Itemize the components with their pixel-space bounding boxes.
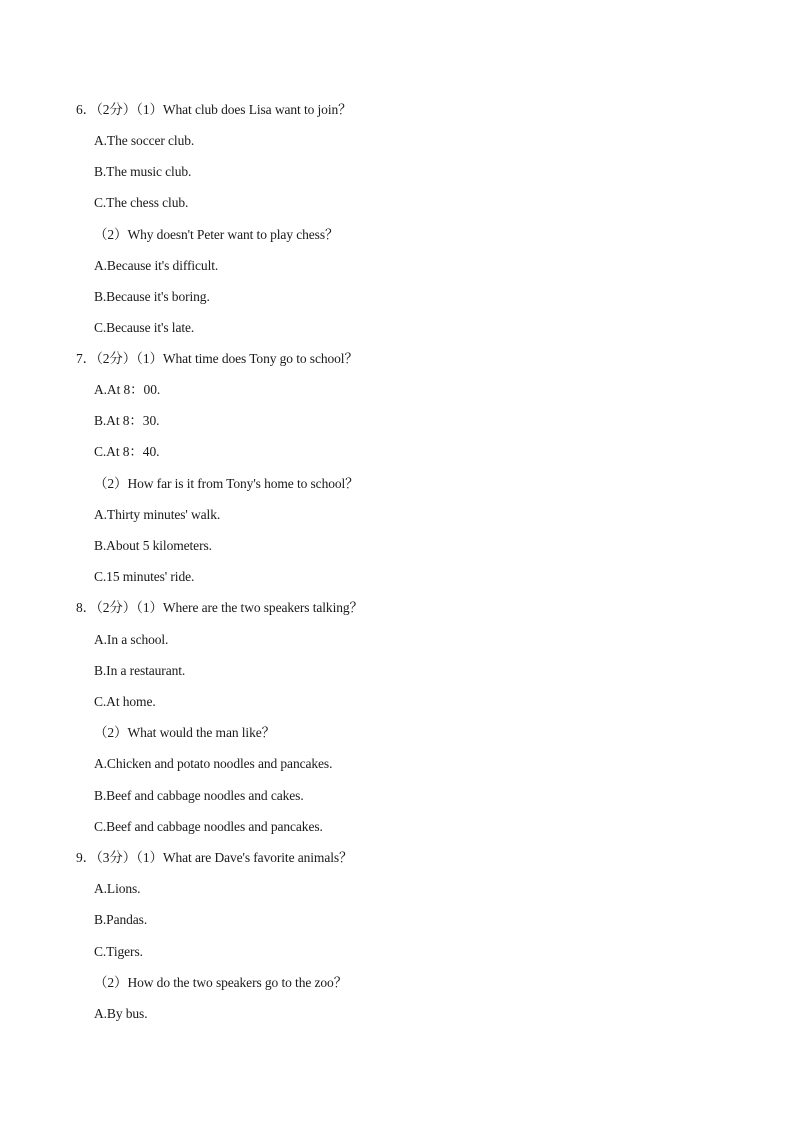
question-score: （3分） <box>96 850 137 865</box>
question-number: 8． <box>76 600 97 615</box>
question-8-header <box>76 599 363 617</box>
option-c: C.At 8：40. <box>94 444 160 459</box>
option-a: A.Chicken and potato noodles and pancakes. <box>94 756 333 771</box>
question-number: 7． <box>76 351 97 366</box>
question-9-header <box>76 849 352 867</box>
option-c: C.The chess club. <box>94 195 189 210</box>
question-7-header <box>76 350 358 368</box>
part-label: （2） <box>94 975 128 990</box>
option-c: C.15 minutes' ride. <box>94 569 195 584</box>
part-question-text: What would the man like？ <box>127 725 276 740</box>
question-score: （2分） <box>96 102 137 117</box>
option-c: C.At home. <box>94 694 156 709</box>
part-label: （1） <box>136 351 163 366</box>
option-c: C.Beef and cabbage noodles and pancakes. <box>94 819 323 834</box>
question-6-header <box>76 101 352 119</box>
option-c: C.Tigers. <box>94 944 143 959</box>
part-label: （1） <box>136 102 163 117</box>
question-score: （2分） <box>96 351 137 366</box>
option-b: B.At 8：30. <box>94 413 160 428</box>
part-question-text: What time does Tony go to school？ <box>162 351 358 366</box>
question-score: （2分） <box>96 600 137 615</box>
option-b: B.Pandas. <box>94 912 148 927</box>
question-6-part-2 <box>94 226 338 244</box>
question-9-part-2 <box>94 974 347 992</box>
question-number: 6． <box>76 102 97 117</box>
part-question-text: What are Dave's favorite animals？ <box>162 850 353 865</box>
option-a: A.Because it's difficult. <box>94 258 219 273</box>
option-a: A.Thirty minutes' walk. <box>94 507 221 522</box>
option-b: B.Because it's boring. <box>94 289 210 304</box>
part-question-text: What club does Lisa want to join？ <box>162 102 352 117</box>
question-7-part-2 <box>94 475 359 493</box>
part-label: （1） <box>136 600 163 615</box>
part-question-text: Why doesn't Peter want to play chess？ <box>127 227 339 242</box>
option-b: B.Beef and cabbage noodles and cakes. <box>94 788 304 803</box>
part-question-text: How do the two speakers go to the zoo？ <box>127 975 348 990</box>
option-a: A.At 8：00. <box>94 382 161 397</box>
question-8-part-2 <box>94 724 275 742</box>
part-label: （2） <box>94 725 128 740</box>
option-a: A.The soccer club. <box>94 133 195 148</box>
option-a: A.Lions. <box>94 881 141 896</box>
part-question-text: How far is it from Tony's home to school？ <box>127 476 359 491</box>
option-c: C.Because it's late. <box>94 320 195 335</box>
option-a: A.By bus. <box>94 1006 148 1021</box>
option-b: B.The music club. <box>94 164 192 179</box>
part-label: （2） <box>94 227 128 242</box>
part-label: （2） <box>94 476 128 491</box>
option-b: B.In a restaurant. <box>94 663 186 678</box>
part-question-text: Where are the two speakers talking？ <box>162 600 363 615</box>
option-b: B.About 5 kilometers. <box>94 538 212 553</box>
question-number: 9． <box>76 850 97 865</box>
part-label: （1） <box>136 850 163 865</box>
option-a: A.In a school. <box>94 632 169 647</box>
